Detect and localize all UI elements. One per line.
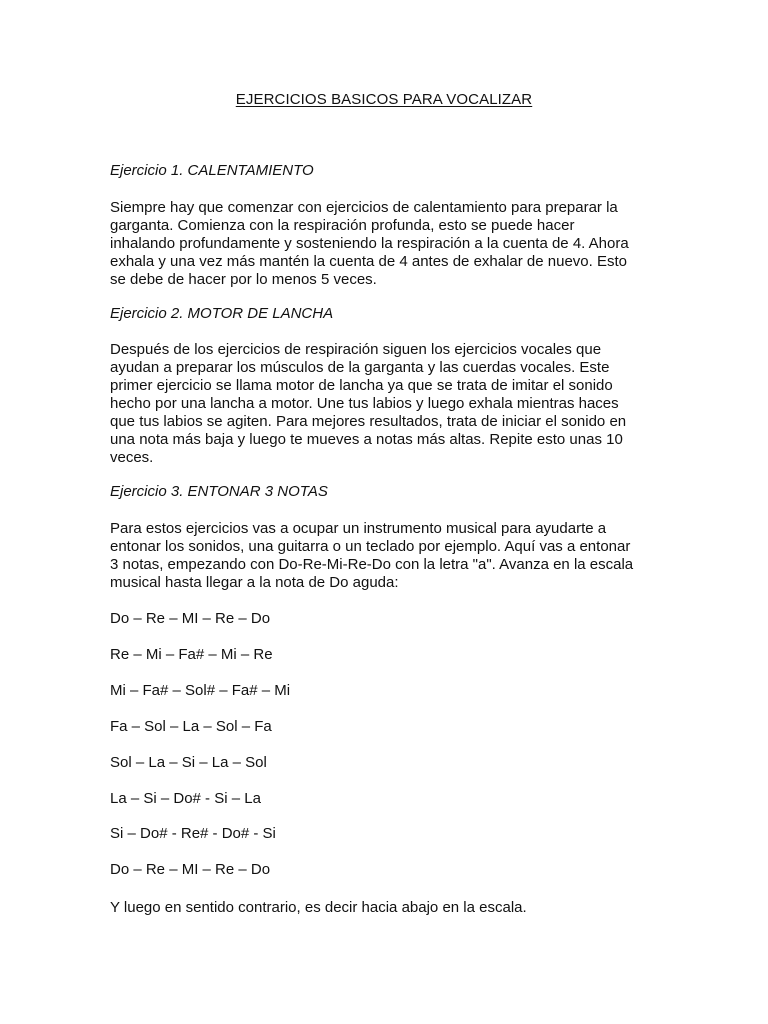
paragraph-line: ayudan a preparar los músculos de la garganta y las cuerdas vocales. Este xyxy=(110,359,610,376)
exercise-2-paragraph xyxy=(110,341,670,467)
exercise-1-paragraph xyxy=(110,199,670,289)
note-sequence: Do – Re – MI – Re – Do xyxy=(110,610,271,627)
paragraph-line: veces. xyxy=(110,449,154,466)
note-sequence: Mi – Fa# – Sol# – Fa# – Mi xyxy=(110,682,291,699)
exercise-3-heading: Ejercicio 3. ENTONAR 3 NOTAS xyxy=(110,483,328,500)
paragraph-line: Después de los ejercicios de respiración siguen los ejercicios vocales que xyxy=(110,341,602,358)
paragraph-line: musical hasta llegar a la nota de Do aguda: xyxy=(110,574,399,591)
closing-sentence: Y luego en sentido contrario, es decir hacia abajo en la escala. xyxy=(110,899,527,916)
paragraph-line: primer ejercicio se llama motor de lancha ya que se trata de imitar el sonido xyxy=(110,377,613,394)
paragraph-line: inhalando profundamente y sosteniendo la respiración a la cuenta de 4. Ahora xyxy=(110,235,629,252)
note-sequence: Sol – La – Si – La – Sol xyxy=(110,754,267,771)
note-sequence: Do – Re – MI – Re – Do xyxy=(110,861,271,878)
paragraph-line: entonar los sonidos, una guitarra o un teclado por ejemplo. Aquí vas a entonar xyxy=(110,538,631,555)
document-title: EJERCICIOS BASICOS PARA VOCALIZAR xyxy=(235,91,533,108)
paragraph-line: garganta. Comienza con la respiración profunda, esto se puede hacer xyxy=(110,217,575,234)
exercise-1-heading: Ejercicio 1. CALENTAMIENTO xyxy=(110,162,314,179)
exercise-2-heading: Ejercicio 2. MOTOR DE LANCHA xyxy=(110,305,334,322)
note-sequence: La – Si – Do# - Si – La xyxy=(110,790,261,807)
paragraph-line: hecho por una lancha a motor. Une tus labios y luego exhala mientras haces xyxy=(110,395,619,412)
note-sequence: Fa – Sol – La – Sol – Fa xyxy=(110,718,272,735)
paragraph-line: 3 notas, empezando con Do-Re-Mi-Re-Do con la letra "a". Avanza en la escala xyxy=(110,556,634,573)
paragraph-line: Siempre hay que comenzar con ejercicios de calentamiento para preparar la xyxy=(110,199,618,216)
paragraph-line: Para estos ejercicios vas a ocupar un instrumento musical para ayudarte a xyxy=(110,520,607,537)
note-sequence: Re – Mi – Fa# – Mi – Re xyxy=(110,646,273,663)
paragraph-line: una nota más baja y luego te mueves a notas más altas. Repite esto unas 10 xyxy=(110,431,623,448)
note-sequence: Si – Do# - Re# - Do# - Si xyxy=(110,825,276,842)
exercise-3-paragraph xyxy=(110,520,670,592)
paragraph-line: exhala y una vez más mantén la cuenta de 4 antes de exhalar de nuevo. Esto xyxy=(110,253,628,270)
paragraph-line: se debe de hacer por lo menos 5 veces. xyxy=(110,271,377,288)
paragraph-line: que tus labios se agiten. Para mejores resultados, trata de iniciar el sonido en xyxy=(110,413,627,430)
